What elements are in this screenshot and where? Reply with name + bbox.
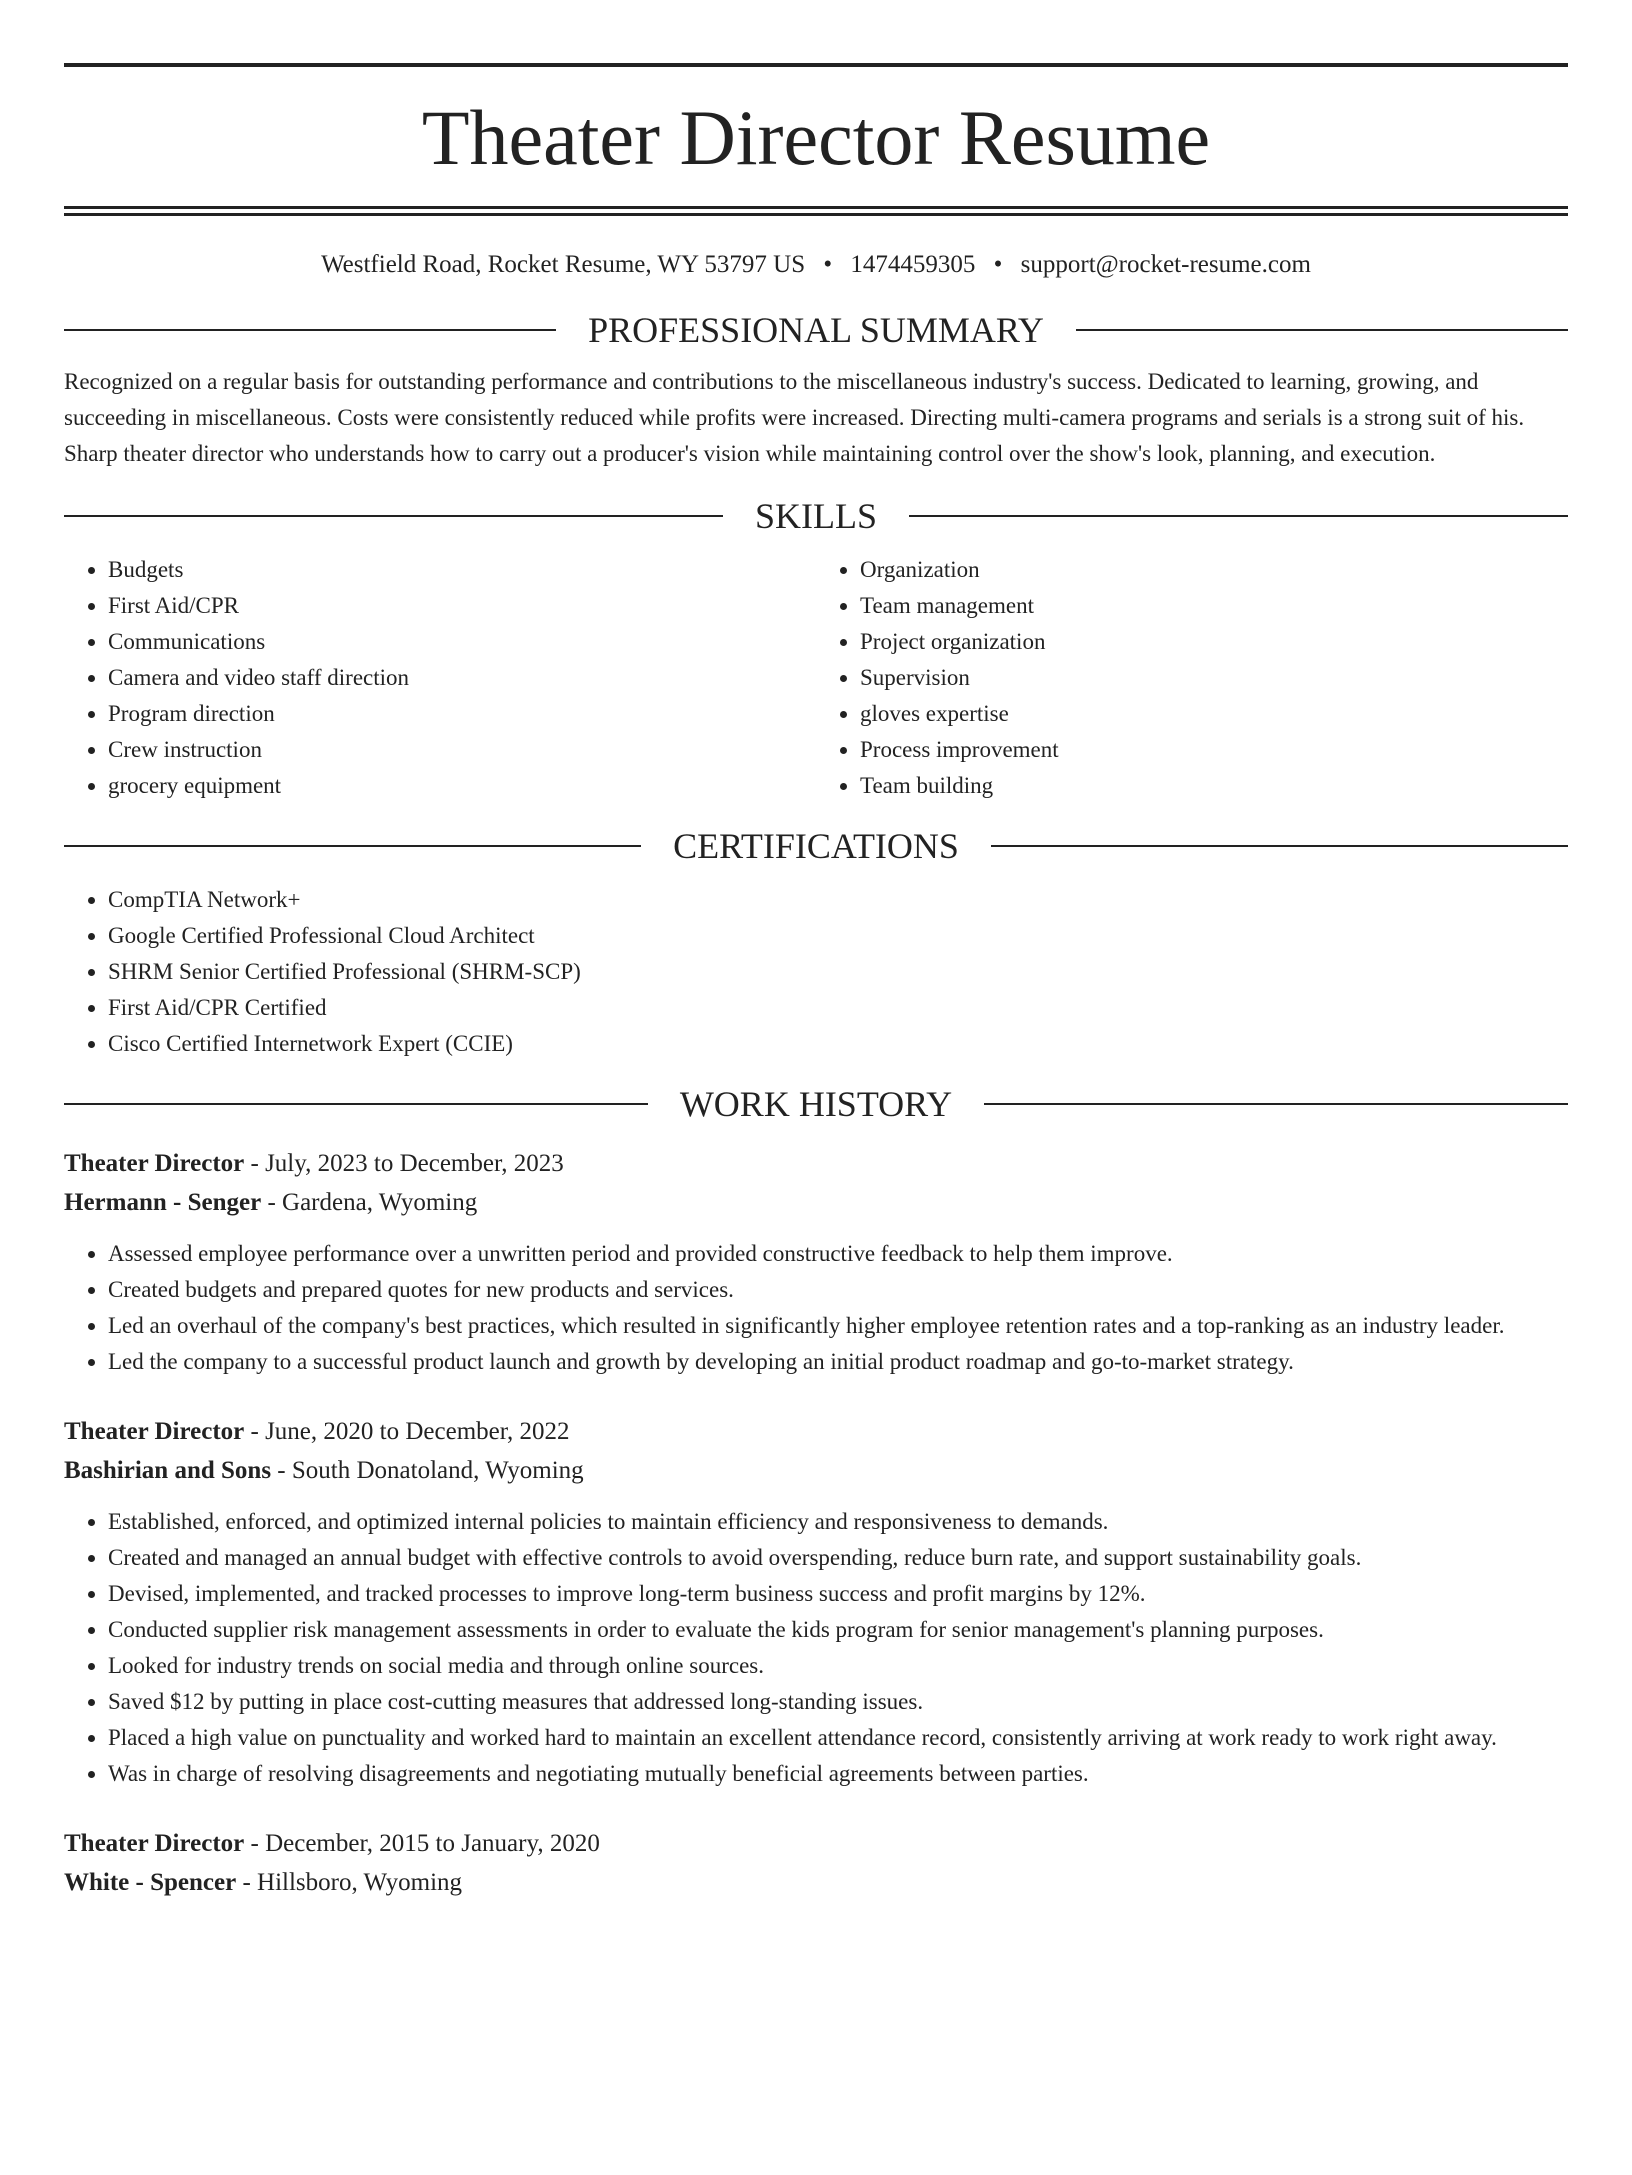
section-divider-right xyxy=(991,845,1568,847)
job-bullet: • Led an overhaul of the company's best practices, which resulted in significantly higher employee retention rates and a top-ranking as an industry leader. xyxy=(108,1308,1568,1344)
job-entry xyxy=(64,1824,1568,1902)
certifications-list xyxy=(64,882,1568,1062)
contact-address: Westfield Road, Rocket Resume, WY 53797 US xyxy=(321,251,806,278)
skill-item: • Camera and video staff direction xyxy=(108,660,816,696)
job-location: - Hillsboro, Wyoming xyxy=(236,1869,463,1896)
job-company: Bashirian and Sons xyxy=(64,1457,272,1484)
contact-phone: 1474459305 xyxy=(850,251,976,278)
contact-email: support@rocket-resume.com xyxy=(1020,251,1311,278)
job-dates: - July, 2023 to December, 2023 xyxy=(244,1150,564,1177)
skill-item: • grocery equipment xyxy=(108,768,816,804)
section-divider-right xyxy=(984,1103,1568,1105)
job-company: White - Spencer xyxy=(64,1869,237,1896)
job-title: Theater Director xyxy=(64,1150,245,1177)
job-bullet: • Placed a high value on punctuality and worked hard to maintain an excellent attendance record, consistently arriving at work ready to work right away. xyxy=(108,1720,1568,1756)
job-bullets xyxy=(64,1236,1568,1380)
certifications-section-header xyxy=(64,826,1568,866)
contact-separator: • xyxy=(823,251,833,278)
certifications-heading: CERTIFICATIONS xyxy=(673,826,959,866)
skill-item: • Team building xyxy=(860,768,1568,804)
contact-line xyxy=(64,250,1568,280)
section-divider-right xyxy=(909,515,1568,517)
job-dates: - June, 2020 to December, 2022 xyxy=(244,1418,570,1445)
skills-section-header xyxy=(64,496,1568,536)
job-company: Hermann - Senger xyxy=(64,1189,262,1216)
job-bullet: • Was in charge of resolving disagreements and negotiating mutually beneficial agreements between parties. xyxy=(108,1756,1568,1792)
job-company-line xyxy=(64,1451,1568,1490)
certification-item: • SHRM Senior Certified Professional (SHRM-SCP) xyxy=(108,954,1568,990)
skill-item: • Process improvement xyxy=(860,732,1568,768)
certification-item: • Google Certified Professional Cloud Architect xyxy=(108,918,1568,954)
skills-columns xyxy=(64,552,1568,804)
skill-item: • Team management xyxy=(860,588,1568,624)
section-divider-left xyxy=(64,845,641,847)
job-title: Theater Director xyxy=(64,1830,245,1857)
job-company-line xyxy=(64,1183,1568,1222)
job-bullet: • Led the company to a successful product launch and growth by developing an initial product roadmap and go-to-market strategy. xyxy=(108,1344,1568,1380)
job-bullet: • Conducted supplier risk management assessments in order to evaluate the kids program for senior management's planning purposes. xyxy=(108,1612,1568,1648)
skill-item: • gloves expertise xyxy=(860,696,1568,732)
certification-item: • First Aid/CPR Certified xyxy=(108,990,1568,1026)
skill-item: • Budgets xyxy=(108,552,816,588)
title-double-rule xyxy=(64,206,1568,216)
skill-item: • First Aid/CPR xyxy=(108,588,816,624)
job-bullet: • Looked for industry trends on social media and through online sources. xyxy=(108,1648,1568,1684)
skills-heading: SKILLS xyxy=(755,496,878,536)
job-bullets xyxy=(64,1504,1568,1792)
job-bullet: • Created and managed an annual budget with effective controls to avoid overspending, reduce burn rate, and support sustainability goals. xyxy=(108,1540,1568,1576)
job-title-line xyxy=(64,1824,1568,1863)
job-title-line xyxy=(64,1412,1568,1451)
summary-section-header xyxy=(64,310,1568,350)
section-divider-left xyxy=(64,1103,648,1105)
job-company-line xyxy=(64,1863,1568,1902)
job-bullet: • Devised, implemented, and tracked processes to improve long-term business success and profit margins by 12%. xyxy=(108,1576,1568,1612)
job-title: Theater Director xyxy=(64,1418,245,1445)
certification-item: • Cisco Certified Internetwork Expert (CCIE) xyxy=(108,1026,1568,1062)
certification-item: • CompTIA Network+ xyxy=(108,882,1568,918)
skills-list-right xyxy=(816,552,1568,804)
skill-item: • Supervision xyxy=(860,660,1568,696)
section-divider-left xyxy=(64,515,723,517)
section-divider-left xyxy=(64,329,556,331)
job-bullet: • Created budgets and prepared quotes for new products and services. xyxy=(108,1272,1568,1308)
job-location: - Gardena, Wyoming xyxy=(261,1189,478,1216)
job-bullet: • Assessed employee performance over a unwritten period and provided constructive feedback to help them improve. xyxy=(108,1236,1568,1272)
job-dates: - December, 2015 to January, 2020 xyxy=(244,1830,600,1857)
job-entry xyxy=(64,1412,1568,1792)
resume-title: Theater Director Resume xyxy=(421,94,1211,181)
contact-separator: • xyxy=(993,251,1003,278)
job-bullet: • Established, enforced, and optimized internal policies to maintain efficiency and responsiveness to demands. xyxy=(108,1504,1568,1540)
skill-item: • Organization xyxy=(860,552,1568,588)
work-heading: WORK HISTORY xyxy=(679,1084,953,1124)
job-title-line xyxy=(64,1144,1568,1183)
skill-item: • Project organization xyxy=(860,624,1568,660)
top-rule xyxy=(64,63,1568,67)
skills-list-left xyxy=(64,552,816,804)
skill-item: • Program direction xyxy=(108,696,816,732)
skill-item: • Communications xyxy=(108,624,816,660)
job-entry xyxy=(64,1144,1568,1380)
summary-text: Recognized on a regular basis for outstanding performance and contributions to the miscellaneous industry's success. Dedicated to learning, growing, and succeeding in miscellaneous. Costs were consistently reduced while profits were increased. Directing multi-camera programs and serials is a strong suit of his. Sharp theater director who understands how to carry out a producer's vision while maintaining control over the show's look, planning, and execution. xyxy=(64,369,1525,466)
resume-page xyxy=(0,63,1632,2175)
section-divider-right xyxy=(1076,329,1568,331)
skill-item: • Crew instruction xyxy=(108,732,816,768)
work-section-header xyxy=(64,1084,1568,1124)
job-location: - South Donatoland, Wyoming xyxy=(271,1457,584,1484)
job-bullet: • Saved $12 by putting in place cost-cutting measures that addressed long-standing issues. xyxy=(108,1684,1568,1720)
summary-heading: PROFESSIONAL SUMMARY xyxy=(588,310,1044,350)
